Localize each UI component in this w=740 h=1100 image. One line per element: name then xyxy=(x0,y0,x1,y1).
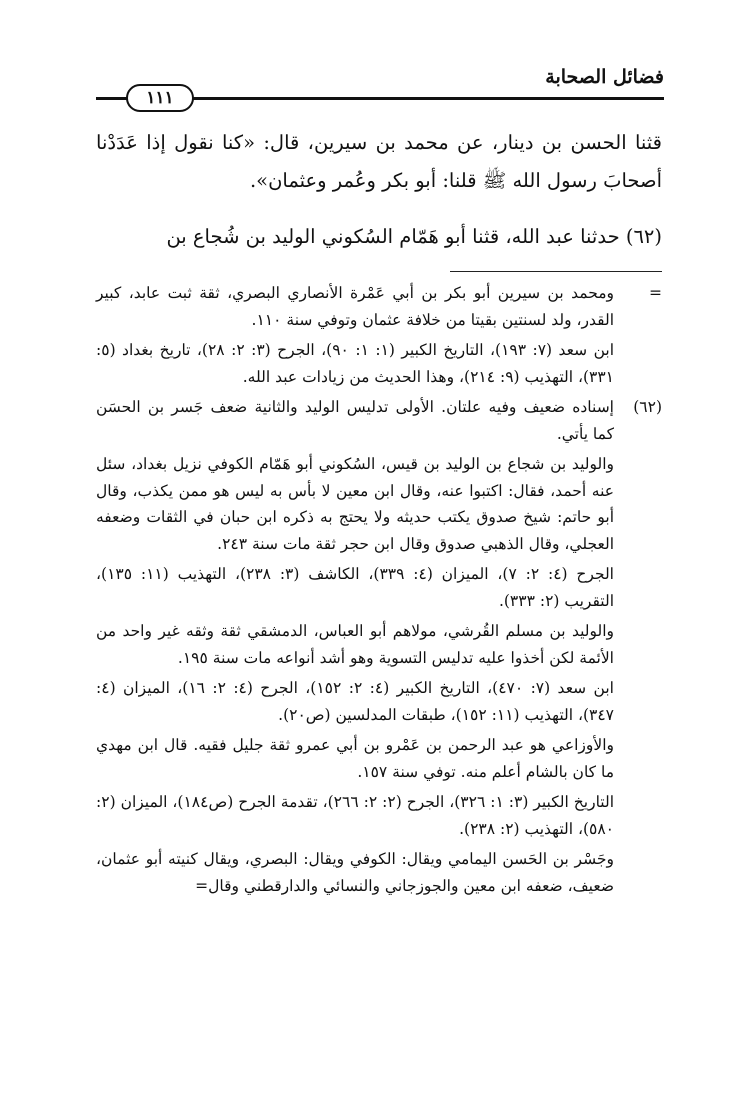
main-text xyxy=(96,124,662,256)
footnote-paragraph: ابن سعد (٧: ٤٧٠)، التاريخ الكبير (٤: ٢: ١٥٢)، الجرح (٤: ٢: ١٦)، الميزان (٤: ٣٤٧)، التهذيب (١١: ١٥٢)، طبقات المدلسين (ص٢٠). xyxy=(96,679,614,724)
footnote-marker: = xyxy=(649,284,662,302)
footnote-divider xyxy=(450,271,662,272)
main-paragraph: قثنا الحسن بن دينار، عن محمد بن سيرين، قال: «كنا نقول إذا عَدَدْنا أصحابَ رسول الله ﷺ قلنا: أبو بكر وعُمر وعثمان». xyxy=(96,131,662,192)
footnote-paragraph: التاريخ الكبير (٣: ١: ٣٢٦)، الجرح (٢: ٢: ٢٦٦)، تقدمة الجرح (ص١٨٤)، الميزان (٢: ٥٨٠)، التهذيب (٢: ٢٣٨). xyxy=(96,793,614,838)
footnote-62 xyxy=(96,394,662,899)
footnote-paragraph: والأوزاعي هو عبد الرحمن بن عَمْرو بن أبي عمرو ثقة جليل فقيه. قال ابن مهدي ما كان بالشام أعلم منه. توفي سنة ١٥٧. xyxy=(96,736,614,781)
page-header xyxy=(96,56,664,106)
running-title: فضائل الصحابة xyxy=(545,66,664,88)
footnote-paragraph: ومحمد بن سيرين أبو بكر بن أبي عَمْرة الأنصاري البصري، ثقة ثبت عابد، كبير القدر، ولد لسنتين بقيتا من خلافة عثمان وتوفي سنة ١١٠. xyxy=(96,284,614,329)
footnote-paragraph: والوليد بن شجاع بن الوليد بن قيس، السُكوني أبو هَمّام الكوفي نزيل بغداد، سئل عنه أحمد، فقال: اكتبوا عنه، وقال ابن معين لا بأس به ليس هو ممن يكذب، وقال أبو حاتم: شيخ صدوق يكتب حديثه ولا يحتج به ذكره ابن حبان في الثقات وضعفه العجلي، وقال الذهبي صدوق وقال ابن حجر ثقة مات سنة ٢٤٣. xyxy=(96,455,614,553)
footnote-marker: (٦٢) xyxy=(633,398,662,416)
footnote-paragraph: إسناده ضعيف وفيه علتان. الأولى تدليس الوليد والثانية ضعف جَسر بن الحسَن كما يأتي. xyxy=(96,398,614,443)
footnote-paragraph: الجرح (٤: ٢: ٧)، الميزان (٤: ٣٣٩)، الكاشف (٣: ٢٣٨)، التهذيب (١١: ١٣٥)، التقريب (٢: ٣٣٣). xyxy=(96,565,614,610)
hadith-entry-62: (٦٢) حدثنا عبد الله، قثنا أبو هَمّام السُكوني الوليد بن شُجاع بن xyxy=(166,225,662,248)
footnote-continuation xyxy=(96,280,662,390)
footnote-paragraph: والوليد بن مسلم القُرشي، مولاهم أبو العباس، الدمشقي ثقة وثقه غير واحد من الأئمة لكن أخذوا عليه تدليس التسوية وهو أشد أنواعه مات سنة ١٩٥. xyxy=(96,622,614,667)
page-number-badge xyxy=(126,84,194,112)
footnotes xyxy=(96,280,662,903)
footnote-paragraph: ابن سعد (٧: ١٩٣)، التاريخ الكبير (١: ١: ٩٠)، الجرح (٣: ٢: ٢٨)، تاريخ بغداد (٥: ٣٣١)، التهذيب (٩: ٢١٤)، وهذا الحديث من زيادات عبد الله. xyxy=(96,341,615,386)
page-number: ١١١ xyxy=(146,88,174,108)
footnote-paragraph: وجَسْر بن الحَسن اليمامي ويقال: الكوفي ويقال: البصري، ويقال كنيته أبو عثمان، ضعيف، ضعفه ابن معين والجوزجاني والنسائي والدارقطني وقال= xyxy=(96,850,614,895)
